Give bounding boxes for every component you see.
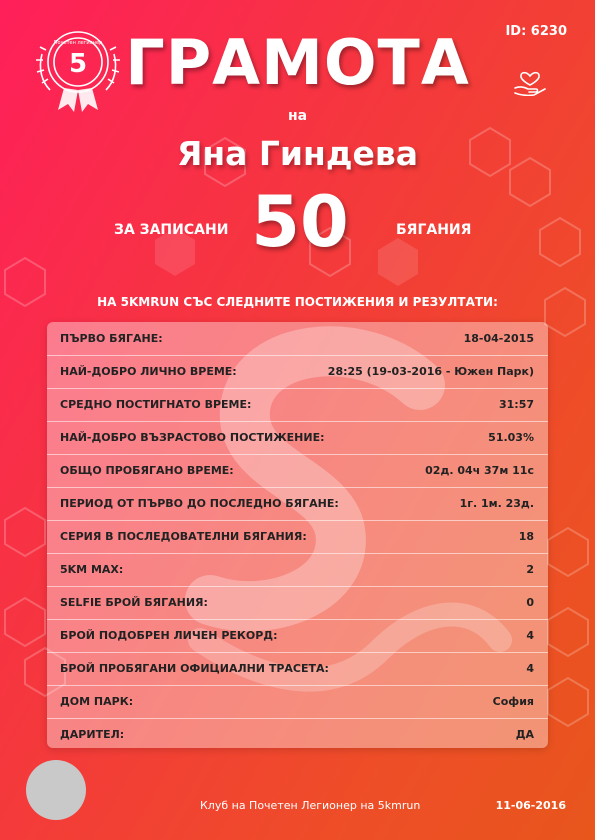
avatar	[26, 760, 86, 820]
stat-value: 02д. 04ч 37м 11с	[425, 464, 534, 477]
stat-value: 0	[526, 596, 534, 609]
stat-row	[47, 586, 548, 620]
stat-value: 51.03%	[488, 431, 534, 444]
stat-row	[47, 421, 548, 455]
stat-row	[47, 718, 548, 751]
stat-value: ДА	[515, 728, 534, 741]
stat-row	[47, 553, 548, 587]
stat-row	[47, 520, 548, 554]
achievements-subtitle: НА 5KMRUN СЪС СЛЕДНИТЕ ПОСТИЖЕНИЯ И РЕЗУЛТАТИ:	[97, 295, 498, 309]
runs-count: 50	[251, 181, 349, 263]
recipient-name: Яна Гиндева	[176, 134, 419, 173]
footer-date: 11-06-2016	[495, 799, 566, 812]
stat-row	[47, 619, 548, 653]
stat-row	[47, 322, 548, 356]
stats-panel	[47, 322, 548, 748]
stat-label: НАЙ-ДОБРО ВЪЗРАСТОВО ПОСТИЖЕНИЕ:	[60, 431, 325, 444]
stat-value: 4	[526, 629, 534, 642]
stat-label: 5KM MAX:	[60, 563, 124, 576]
stat-row	[47, 388, 548, 422]
stat-row	[47, 487, 548, 521]
stat-value: 18-04-2015	[463, 332, 534, 345]
stat-label: СРЕДНО ПОСТИГНАТО ВРЕМЕ:	[60, 398, 252, 411]
stat-value: 1г. 1м. 23д.	[459, 497, 534, 510]
certificate-title: ГРАМОТА	[125, 26, 470, 99]
svg-text:5: 5	[68, 49, 88, 79]
footer-club-text: Клуб на Почетен Легионер на 5kmrun	[200, 799, 421, 812]
stat-value: 18	[518, 530, 534, 543]
stat-row	[47, 652, 548, 686]
stat-label: SELFIE БРОЙ БЯГАНИЯ:	[60, 596, 208, 609]
certificate-id: ID: 6230	[505, 24, 567, 39]
to-label: на	[287, 108, 308, 124]
stat-label: ПЕРИОД ОТ ПЪРВО ДО ПОСЛЕДНО БЯГАНЕ:	[60, 497, 339, 510]
for-recorded-label: ЗА ЗАПИСАНИ	[114, 222, 229, 238]
stat-label: НАЙ-ДОБРО ЛИЧНО ВРЕМЕ:	[60, 365, 237, 378]
stat-label: ДОМ ПАРК:	[60, 695, 134, 708]
runs-word: БЯГАНИЯ	[396, 222, 472, 238]
stat-label: БРОЙ ПОДОБРЕН ЛИЧЕН РЕКОРД:	[60, 629, 278, 642]
stat-label: ОБЩО ПРОБЯГАНО ВРЕМЕ:	[60, 464, 234, 477]
stat-value: София	[492, 695, 534, 708]
stat-value: 4	[526, 662, 534, 675]
stat-value: 31:57	[498, 398, 534, 411]
stat-value: 28:25 (19-03-2016 - Южен Парк)	[327, 365, 534, 378]
stat-row	[47, 685, 548, 719]
stat-row	[47, 454, 548, 488]
stat-label: СЕРИЯ В ПОСЛЕДОВАТЕЛНИ БЯГАНИЯ:	[60, 530, 307, 543]
stat-row	[47, 355, 548, 389]
stat-label: ПЪРВО БЯГАНЕ:	[60, 332, 163, 345]
stat-value: 2	[526, 563, 534, 576]
stat-label: ДАРИТЕЛ:	[60, 728, 125, 741]
stat-label: БРОЙ ПРОБЯГАНИ ОФИЦИАЛНИ ТРАСЕТА:	[60, 662, 329, 675]
svg-text:Почетен легионер: Почетен легионер	[53, 40, 103, 46]
